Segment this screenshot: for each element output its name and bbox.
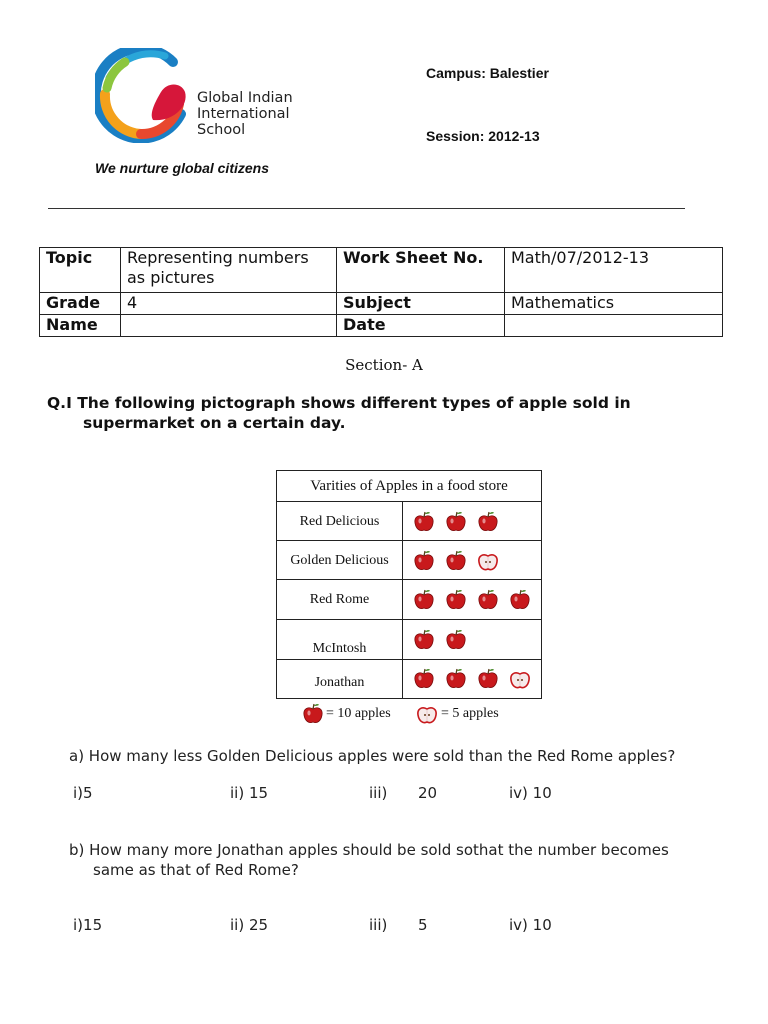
worksheet-info-table (39, 247, 723, 337)
whole-apple-icon (413, 511, 435, 533)
question-text (47, 393, 687, 433)
option-a-1[interactable]: i)5 (73, 784, 93, 802)
option-a-3-label[interactable]: iii) (369, 784, 388, 802)
pictograph-row (277, 502, 541, 541)
whole-apple-key-label: = 10 apples (326, 706, 391, 721)
subject-label: Subject (337, 293, 505, 315)
whole-apple-icon (445, 511, 467, 533)
pictograph-title: Varities of Apples in a food store (277, 471, 541, 502)
section-title: Section- A (345, 356, 423, 374)
pictograph-symbols (403, 620, 541, 659)
pictograph-symbols (403, 502, 541, 540)
school-logo (95, 48, 195, 143)
option-b-1[interactable]: i)15 (73, 916, 103, 934)
campus-label: Campus: Balestier (426, 65, 549, 81)
pictograph-row (277, 541, 541, 580)
name-label: Name (40, 315, 121, 337)
option-a-4[interactable]: iv) 10 (509, 784, 552, 802)
pictograph-category-label: McIntosh (312, 641, 367, 656)
whole-apple-icon (413, 550, 435, 572)
whole-apple-icon (413, 668, 435, 690)
grade-value: 4 (121, 293, 337, 315)
pictograph-row (277, 580, 541, 620)
question-b-text: b) How many more Jonathan apples should be sold sothat the number becomes (69, 841, 669, 859)
pictograph (276, 470, 542, 699)
whole-apple-icon (445, 629, 467, 651)
session-label: Session: 2012-13 (426, 128, 540, 144)
topic-value-line: Representing numbers (127, 248, 309, 267)
pictograph-category-cell (277, 660, 403, 698)
whole-apple-icon (445, 589, 467, 611)
option-b-4[interactable]: iv) 10 (509, 916, 552, 934)
tagline: We nurture global citizens (95, 160, 269, 176)
pictograph-symbols (403, 580, 541, 619)
table-row (40, 315, 723, 337)
subject-value: Mathematics (505, 293, 723, 315)
whole-apple-icon (413, 629, 435, 651)
pictograph-symbols (403, 541, 541, 579)
whole-apple-icon (445, 668, 467, 690)
option-b-3-label[interactable]: iii) (369, 916, 388, 934)
date-label: Date (337, 315, 505, 337)
question-line: Q.I The following pictograph shows different types of apple sold in (47, 394, 631, 412)
whole-apple-icon (509, 589, 531, 611)
question-a (69, 746, 729, 766)
grade-label: Grade (40, 293, 121, 315)
table-row (40, 248, 723, 293)
whole-apple-icon (302, 703, 324, 725)
school-name (197, 90, 293, 138)
pictograph-category-cell (277, 580, 403, 619)
name-field[interactable] (121, 315, 337, 337)
topic-value-line: as pictures (127, 268, 215, 287)
pictograph-category-cell (277, 541, 403, 579)
worksheet-value: Math/07/2012-13 (505, 248, 723, 293)
pictograph-symbols (403, 660, 541, 698)
pictograph-category-label: Golden Delicious (290, 553, 389, 568)
question-b-text: same as that of Red Rome? (93, 861, 299, 879)
school-name-line: School (197, 122, 246, 138)
pictograph-category-label: Red Delicious (299, 514, 380, 529)
half-apple-icon (509, 668, 531, 690)
date-field[interactable] (505, 315, 723, 337)
topic-value (121, 248, 337, 293)
question-line: supermarket on a certain day. (83, 414, 346, 432)
half-apple-key-label: = 5 apples (441, 706, 499, 721)
pictograph-row (277, 620, 541, 660)
school-name-line: Global Indian (197, 90, 293, 106)
option-a-3-value: 20 (418, 784, 438, 802)
pictograph-category-label: Red Rome (309, 592, 370, 607)
whole-apple-icon (477, 511, 499, 533)
worksheet-label: Work Sheet No. (337, 248, 505, 293)
question-b (69, 840, 729, 880)
pictograph-category-cell (277, 502, 403, 540)
option-a-2[interactable]: ii) 15 (230, 784, 269, 802)
pictograph-category-cell (277, 620, 403, 659)
table-row (40, 293, 723, 315)
topic-label: Topic (40, 248, 121, 293)
half-apple-icon (416, 703, 438, 725)
question-a-text: a) How many less Golden Delicious apples were sold than the Red Rome apples? (69, 747, 676, 765)
option-b-2[interactable]: ii) 25 (230, 916, 269, 934)
option-b-3-value: 5 (418, 916, 428, 934)
school-name-line: International (197, 106, 290, 122)
whole-apple-icon (413, 589, 435, 611)
whole-apple-icon (477, 589, 499, 611)
pictograph-category-label: Jonathan (314, 675, 365, 690)
header-divider (48, 208, 685, 209)
half-apple-icon (477, 550, 499, 572)
pictograph-row (277, 660, 541, 698)
whole-apple-icon (477, 668, 499, 690)
whole-apple-icon (445, 550, 467, 572)
